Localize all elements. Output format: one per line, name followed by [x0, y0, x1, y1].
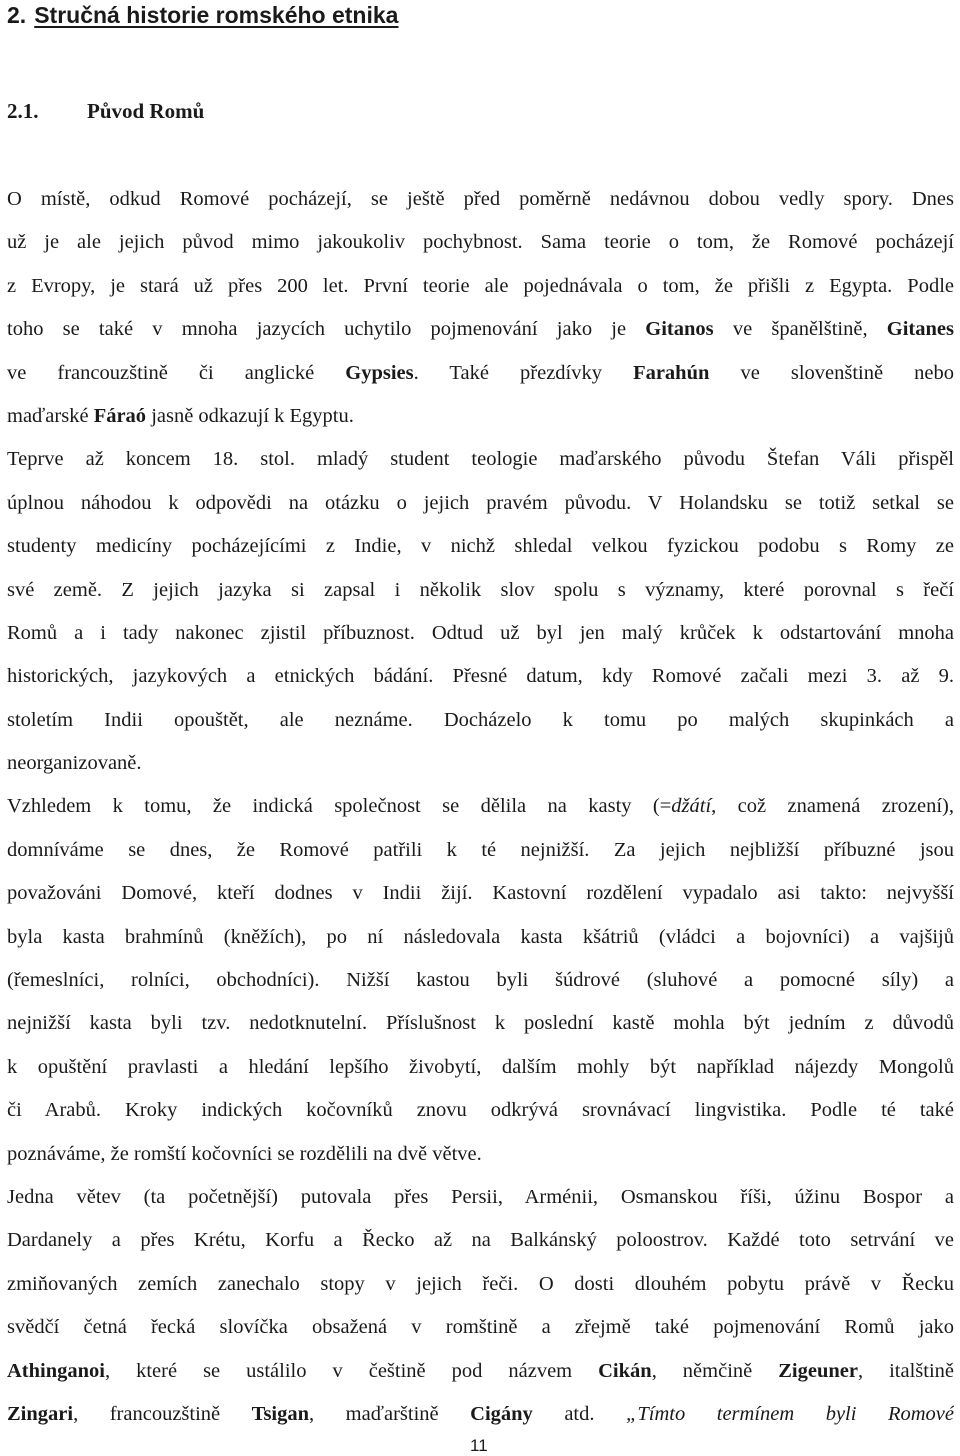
text-run: Teprve až koncem 18. stol. mladý student teologie maďarského původu Štefan Váli přispěl — [7, 448, 954, 471]
text-run: , italštině — [857, 1359, 954, 1382]
chapter-title: Stručná historie romského etnika — [34, 2, 399, 28]
text-run: či Arabů. Kroky indických kočovníků znovu odkrývá srovnávací lingvistika. Podle té také — [7, 1099, 954, 1122]
text-run: zmiňovaných zemích zanechalo stopy v jejich řeči. O dosti dlouhém pobytu právě v Řecku — [7, 1272, 954, 1295]
text-line — [7, 482, 954, 525]
text-line — [7, 1002, 954, 1045]
italic-text: „Tímto termínem byli Romové — [626, 1402, 954, 1425]
text-run: Dardanely a přes Krétu, Korfu a Řecko až na Balkánský poloostrov. Každé toto setrvání ve — [7, 1229, 954, 1252]
text-line — [7, 699, 954, 742]
text-line — [7, 525, 954, 568]
text-run: neorganizovaně. — [7, 752, 142, 775]
text-run: atd. — [532, 1402, 626, 1425]
text-run: k opuštění pravlasti a hledání lepšího živobytí, dalším mohly být například nájezdy Mongolů — [7, 1055, 954, 1078]
section-title: Původ Romů — [87, 99, 205, 123]
text-run: , maďarštině — [309, 1402, 471, 1425]
text-line — [7, 1046, 954, 1089]
text-line — [7, 1176, 954, 1219]
text-run: ve slovenštině nebo — [709, 361, 954, 384]
text-run: považováni Domové, kteří dodnes v Indii žijí. Kastovní rozdělení vypadalo asi takto: nejvyšší — [7, 882, 954, 905]
text-run: z Evropy, je stará už přes 200 let. První teorie ale pojednávala o tom, že přišli z Egypta. Podle — [7, 274, 954, 297]
text-line — [7, 1219, 954, 1262]
text-run: toho se také v mnoha jazycích uchytilo pojmenování jako je — [7, 318, 646, 341]
text-run: svědčí četná řecká slovíčka obsažená v romštině a zřejmě také pojmenování Romů jako — [7, 1316, 954, 1339]
text-run: ve francouzštině či anglické — [7, 361, 346, 384]
text-run: nejnižší kasta byli tzv. nedotknutelní. Příslušnost k poslední kastě mohla být jedním z důvodů — [7, 1012, 954, 1035]
text-run: poznáváme, že romští kočovníci se rozdělili na dvě větve. — [7, 1142, 482, 1165]
text-run: O místě, odkud Romové pocházejí, se ještě před poměrně nedávnou dobou vedly spory. Dnes — [7, 188, 954, 210]
bold-term: Fáraó — [93, 404, 147, 427]
text-line — [7, 655, 954, 698]
italic-text: džátí — [671, 795, 712, 818]
bold-term: Athinganoi — [7, 1359, 105, 1382]
text-run: . Také přezdívky — [413, 361, 634, 384]
text-run: domníváme se dnes, že Romové patřili k té nejnižší. Za jejich nejbližší příbuzné jsou — [7, 838, 954, 861]
bold-term: Cigány — [470, 1402, 533, 1425]
body-text — [7, 178, 954, 1436]
text-run: stoletím Indii opouštět, ale neznáme. Docházelo k tomu po malých skupinkách a — [7, 708, 954, 731]
text-line — [7, 916, 954, 959]
text-run: Jedna větev (ta početnější) putovala přes Persii, Arménii, Osmanskou říši, úžinu Bospor a — [7, 1185, 954, 1208]
text-line — [7, 352, 954, 395]
text-run: byla kasta brahmínů (kněžích), po ní následovala kasta kšátriů (vládci a bojovníci) a vajšijů — [7, 925, 954, 948]
text-line — [7, 1350, 954, 1393]
text-line — [7, 742, 954, 785]
text-run: své země. Z jejich jazyka si zapsal i několik slov spolu s významy, které porovnal s řečí — [7, 578, 954, 601]
text-line — [7, 1393, 954, 1436]
text-line — [7, 872, 954, 915]
text-line — [7, 1133, 954, 1176]
text-line — [7, 221, 954, 264]
bold-term: Zigeuner — [778, 1359, 858, 1382]
text-line — [7, 959, 954, 1002]
text-line — [7, 395, 954, 438]
bold-term: Gitanes — [886, 318, 954, 341]
text-line — [7, 612, 954, 655]
text-run: ve španělštině, — [713, 318, 887, 341]
bold-term: Cikán — [598, 1359, 652, 1382]
bold-term: Tsigan — [251, 1402, 310, 1425]
text-line — [7, 438, 954, 481]
text-run: úplnou náhodou k odpovědi na otázku o jejich pravém původu. V Holandsku se totiž setkal se — [7, 491, 954, 514]
text-run: Vzhledem k tomu, že indická společnost se dělila na kasty (= — [7, 795, 672, 818]
bold-term: Gypsies — [345, 361, 414, 384]
chapter-number: 2. — [7, 2, 27, 28]
text-run: , němčině — [651, 1359, 779, 1382]
text-line — [7, 785, 954, 828]
page-number: 11 — [470, 1436, 488, 1455]
section-number: 2.1. — [7, 99, 39, 123]
text-run: studenty medicíny pocházejícími z Indie, v nichž shledal velkou fyzickou podobu s Romy ze — [7, 535, 954, 558]
text-run: už je ale jejich původ mimo jakoukoliv pochybnost. Sama teorie o tom, že Romové pocházejí — [7, 231, 954, 254]
text-line — [7, 1306, 954, 1349]
bold-term: Zingari — [7, 1402, 74, 1425]
text-run: (řemeslníci, rolníci, obchodníci). Nižší kastou byli šúdrové (sluhové a pomocné síly) a — [7, 969, 954, 992]
text-run: Romů a i tady nakonec zjistil příbuznost. Odtud už byl jen malý krůček k odstartování mnoha — [7, 621, 954, 644]
text-run: , které se ustálilo v češtině pod názvem — [104, 1359, 599, 1382]
text-line — [7, 569, 954, 612]
text-run: jasně odkazují k Egyptu. — [146, 404, 354, 427]
bold-term: Gitanos — [645, 318, 714, 341]
text-run: maďarské — [7, 404, 94, 427]
bold-term: Farahún — [633, 361, 710, 384]
chapter-heading — [7, 0, 398, 30]
text-run: historických, jazykových a etnických bádání. Přesné datum, kdy Romové začali mezi 3. až 9. — [7, 665, 954, 688]
text-line — [7, 308, 954, 351]
text-line — [7, 178, 954, 221]
section-heading — [7, 96, 204, 126]
text-line — [7, 1263, 954, 1306]
text-run: , což znamená zrození), — [711, 795, 954, 818]
text-run: , francouzštině — [73, 1402, 252, 1425]
text-line — [7, 1089, 954, 1132]
text-line — [7, 265, 954, 308]
text-line — [7, 829, 954, 872]
